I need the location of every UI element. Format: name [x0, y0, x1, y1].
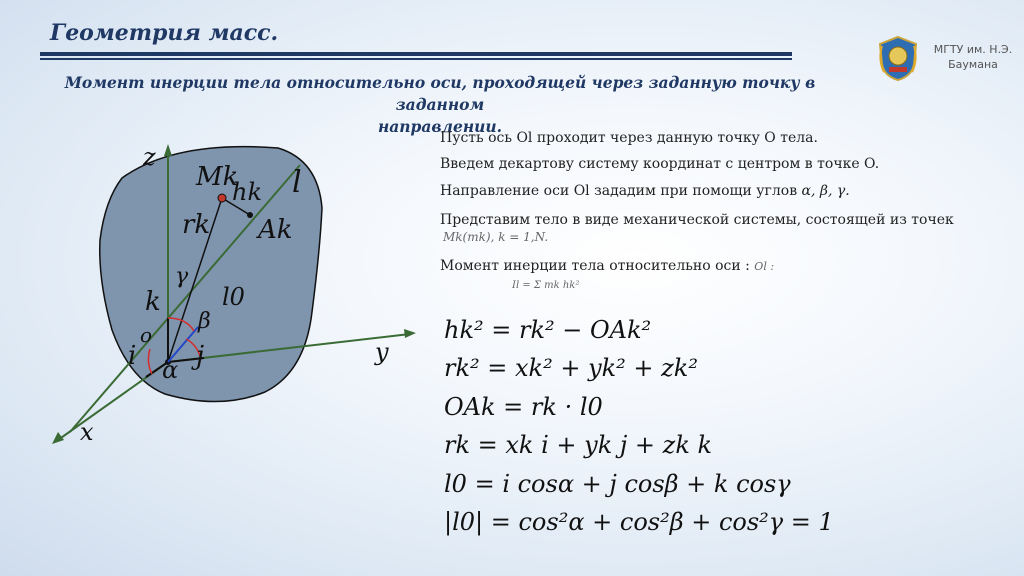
point-mk [218, 194, 226, 202]
text-line-3 [440, 183, 850, 199]
text-line-1: Пусть ось Ol проходит через данную точку O тела. [440, 130, 818, 146]
label-i: i [128, 341, 137, 371]
text-line-5-main: Момент инерции тела относительно оси : [440, 258, 750, 274]
university-line-2: Баумана [948, 58, 998, 71]
text-line-4-points: Mk(mk), k = 1,N. [443, 230, 549, 244]
text-line-3-greek: α, β, γ. [801, 183, 850, 199]
formula-l0: l0 = i cosα + j cosβ + k cosγ [444, 470, 791, 498]
label-z: z [143, 143, 156, 171]
formula-hk: hk² = rk² − OAk² [444, 316, 652, 344]
body-diagram [0, 130, 430, 450]
text-line-3-main: Направление оси Ol зададим при помощи углов [440, 183, 798, 199]
subtitle-line-1: Момент инерции тела относительно оси, проходящей через заданную точку в заданном [64, 73, 816, 114]
inertia-sum-formula: Il = Σ mk hk² [512, 280, 580, 291]
label-ak: Ak [258, 215, 293, 245]
university-emblem-icon [874, 34, 922, 82]
formula-l0-norm: |l0| = cos²α + cos²β + cos²γ = 1 [444, 508, 834, 536]
label-j: j [196, 341, 205, 371]
point-ak [247, 212, 253, 218]
label-mk: Mk [196, 162, 239, 192]
university-name [928, 42, 1018, 72]
label-rk: rk [182, 210, 211, 240]
label-o: o [140, 323, 153, 347]
title-rule-thick [40, 52, 792, 56]
formula-rk-vector: rk = xk i + yk j + zk k [444, 431, 713, 459]
label-y: y [375, 338, 389, 366]
slide-subtitle [40, 72, 840, 138]
subtitle-line-2: направлении. [377, 117, 503, 136]
university-line-1: МГТУ им. Н.Э. [933, 43, 1013, 56]
text-line-4: Представим тело в виде механической системы, состоящей из точек [440, 212, 954, 228]
formula-rk-squared: rk² = xk² + yk² + zk² [444, 354, 698, 382]
text-line-5 [440, 258, 774, 274]
label-l: l [292, 165, 302, 200]
title-rule-thin [40, 58, 792, 60]
label-x: x [80, 418, 94, 446]
label-alpha: α [162, 356, 179, 384]
text-line-2: Введем декартову систему координат с центром в точке O. [440, 156, 880, 172]
formula-oak: OAk = rk · l0 [444, 393, 603, 421]
label-hk: hk [232, 178, 262, 206]
text-line-5-axis: Ol : [754, 260, 775, 273]
page-title: Геометрия масс. [50, 20, 279, 46]
label-l0: l0 [222, 283, 245, 311]
label-gamma: γ [175, 264, 189, 289]
label-k: k [145, 287, 161, 317]
label-beta: β [198, 309, 211, 334]
